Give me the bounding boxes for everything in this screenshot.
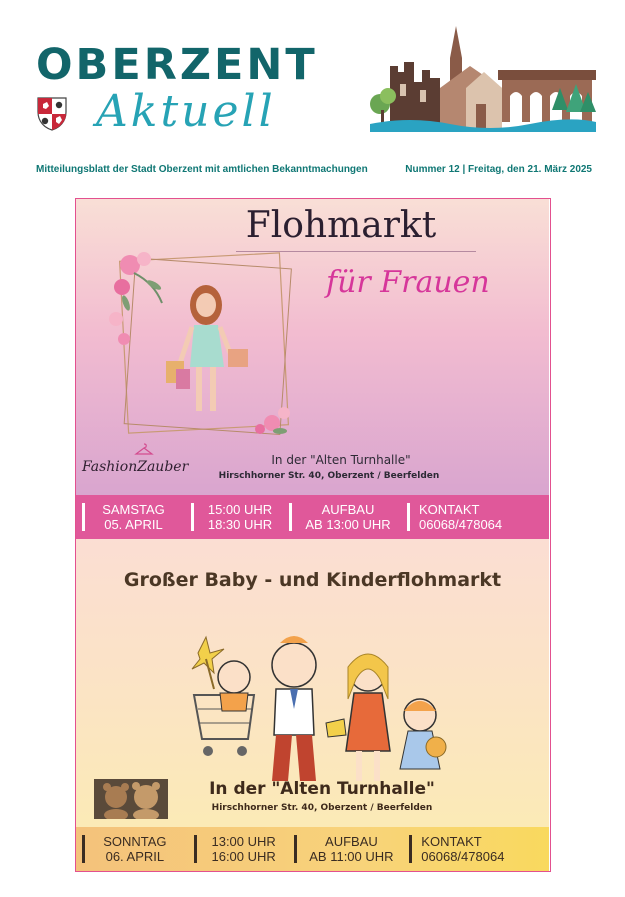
womens-market-panel	[76, 199, 549, 495]
event1-date-value: 05. APRIL	[104, 517, 163, 532]
separator	[194, 835, 197, 863]
event1-setup-time: AB 13:00 UHR	[305, 517, 391, 532]
event1-address: Hirschhorner Str. 40, Oberzent / Beerfelden	[218, 471, 440, 481]
event2-phone: 06068/478064	[421, 849, 505, 864]
event1-day: SAMSTAG	[102, 502, 165, 517]
event2-contact-label: KONTAKT	[421, 834, 482, 849]
shopping-woman-illustration-icon	[104, 243, 304, 439]
newspaper-subtitle: Aktuell	[96, 86, 276, 137]
event1-time	[191, 495, 289, 539]
separator	[191, 503, 194, 531]
event1-subtitle: für Frauen	[326, 265, 490, 300]
hanger-icon	[134, 442, 154, 456]
event1-date	[76, 495, 191, 539]
family-illustration-icon	[184, 619, 454, 789]
event1-info-bar	[76, 495, 549, 539]
kids-market-panel	[76, 539, 549, 827]
event2-venue: In der "Alten Turnhalle"	[209, 779, 435, 799]
separator	[294, 835, 297, 863]
event1-end-time: 18:30 UHR	[207, 517, 273, 532]
coat-of-arms-icon	[35, 96, 69, 132]
event2-day: SONNTAG	[103, 834, 167, 849]
event2-end-time: 16:00 UHR	[211, 849, 276, 864]
teddy-bears-photo-icon	[94, 779, 168, 819]
event2-title: Großer Baby - und Kinderflohmarkt	[123, 569, 502, 591]
bulletin-subtitle: Mitteilungsblatt der Stadt Oberzent mit amtlichen Bekanntmachungen	[36, 164, 368, 175]
separator	[407, 503, 410, 531]
event1-contact	[407, 495, 547, 539]
masthead	[0, 0, 625, 160]
event2-info-bar	[76, 827, 549, 871]
event2-contact	[409, 827, 549, 871]
event1-setup-label: AUFBAU	[321, 502, 375, 517]
issue-info: Nummer 12 | Freitag, den 21. März 2025	[405, 164, 592, 175]
brand-logo-text: FashionZauber	[82, 459, 189, 475]
event1-phone: 06068/478064	[419, 517, 503, 532]
event2-setup	[294, 827, 410, 871]
separator	[82, 503, 85, 531]
separator	[289, 503, 292, 531]
event1-setup	[289, 495, 407, 539]
event2-setup-time: AB 11:00 UHR	[309, 849, 394, 864]
separator	[409, 835, 412, 863]
event2-setup-label: AUFBAU	[325, 834, 378, 849]
event2-start-time: 13:00 UHR	[211, 834, 276, 849]
newspaper-title: OBERZENT	[36, 40, 318, 90]
event-poster	[75, 198, 551, 872]
separator	[82, 835, 85, 863]
event1-contact-label: KONTAKT	[419, 502, 480, 517]
event2-date-value: 06. APRIL	[105, 849, 165, 864]
event2-date	[76, 827, 194, 871]
event1-start-time: 15:00 UHR	[207, 502, 273, 517]
event1-venue: In der "Alten Turnhalle"	[271, 453, 411, 467]
event2-time	[194, 827, 294, 871]
bulletin-line	[36, 164, 592, 180]
event1-title: Flohmarkt	[245, 205, 437, 246]
town-illustration-icon	[370, 26, 596, 132]
event2-address: Hirschhorner Str. 40, Oberzent / Beerfelden	[211, 803, 433, 813]
